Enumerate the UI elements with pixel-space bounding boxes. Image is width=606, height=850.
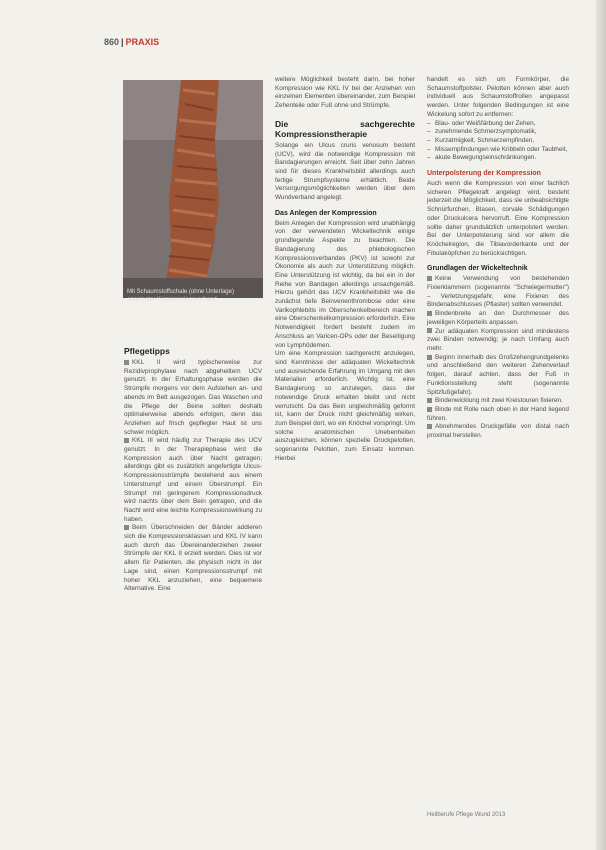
care-tips-heading: Pflegetipps: [124, 346, 170, 356]
paragraph: Solange ein Ulcus cruris venosum besteht (UCV), wird die notwendige Kompression mit Bandagierungen erreicht. Seit über zehn Jahren sind für dieses Krankheitsbild allerdings auch fertige Strumpfsysteme erhältlich. Beide Versorgungsmöglichkeiten werden über dem Wundverband angelegt.: [275, 141, 415, 202]
item-text: Bindenwicklung mit zwei Kreistouren fixieren.: [435, 397, 563, 405]
paragraph: Beim Anlegen der Kompression wird unabhängig von der verwendeten Wickeltechnik einige grundlegende Aspekte zu beachten. Die Bandagierung des phlebologischen Kompressionsverbandes (PKV) ist sowohl zur Ökonomie als auch zur Unterstützung möglich. Eine Unterstützung ist wichtig, da bei ein in der Reihe von Bandagen allerdings unsachgemäß. Hierzu gehört das UCV Krankheitsbild wie die zunächst tiefe Beinvenenthrombose oder eine Varikophlebitis im Oberschenkelbereich machen eine Oberschenkelkompression erforderlich. Eine Notwendigkeit fordert besteht zudem im Anschluss an Varicen-OPs oder der Beseitigung von Lymphödemen.: [275, 219, 415, 349]
bullet-square-icon: [427, 398, 432, 403]
subsection-heading: Das Anlegen der Kompression: [275, 209, 377, 217]
page-number: 860: [104, 37, 120, 47]
paragraph-text: Beim Überschneiden der Bänder addieren sich die Kompressionsklassen und KKL IV kann auch durch das Übereinanderziehen zweier Strümpfe der KKL II erzielt werden. Dies ist vor allem für Patienten, die physisch nicht in der Lage sind, einen Kompressionsstrumpf mit hoher KKL anzuziehen, eine bequemere Alternative. Eine: [124, 524, 262, 593]
technique-item: [427, 406, 569, 423]
warning-list: [427, 120, 569, 164]
page-header: [104, 37, 159, 47]
item-text: Keine Verwendung von bestehenden Fixierklammern (sogenannte "Schwiegermutter") – Verletzungsgefahr, eine Fixieren des Bindenabschlusses (Pflaster) sollten verwendet.: [427, 275, 569, 309]
column-3: [427, 76, 569, 441]
technique-item: [427, 397, 569, 406]
column-2: [275, 76, 415, 463]
paragraph: weitere Möglichkeit besteht darin, bei hoher Kompression wie KKL IV bei der Anziehen von einzelnen Elementen übereinander, zum Beispiel Zehenteile oder Fuß ohne und Strümpfe.: [275, 76, 415, 110]
paragraph: [124, 437, 262, 524]
list-item: – Blau- oder Weißfärbung der Zehen,: [427, 120, 569, 129]
item-text: Beginn innerhalb des Großzehengrundgelenks und anschließend den weiteren Zehenverlauf folgen, darauf achten, dass der Fuß in Funktionsstellung steht (sogenannte Spitzfußgefahr).: [427, 353, 569, 396]
page-footer: Heilberufe Pflege Wund 2013: [427, 812, 506, 818]
bullet-square-icon: [124, 360, 129, 365]
bandaged-leg-illustration: [123, 80, 263, 298]
leg-photo: [123, 80, 263, 298]
paragraph: [124, 359, 262, 437]
paragraph-text: KKL II wird typischerweise zur Rezidivprophylaxe nach abgeheiltem UCV genutzt. In der Erhaltungsphase werden die Strümpfe morgens vor dem Aufstehen an- und abends im Bett ausgezogen. Das Waschen und die Pflege der Beine sollten deshalb optimalerweise abends erfolgen, denn das Anziehen auf frisch gepflegter Haut ist uns schwer möglich.: [124, 359, 262, 436]
paragraph: Um eine Kompression sachgerecht anzulegen, sind Kenntnisse der adäquaten Wickeltechnik und ausreichende Erfahrung im Umgang mit den Materialien erforderlich. Wichtig ist, eine Bandagierung so anzulegen, dass der notwendige Druck erhalten bleibt und nicht verrutscht. Da das Bein ungleichmäßig geformt ist, kann der Druck nicht gleichmäßig wirken, zum Beispiel dort, wo ein Knöchel vorspringt. Um solche anatomischen Unebenheiten auszugleichen, können spezielle Druckpelotten, sogenannte Pelotten, zum Einsatz kommen. Hierbei: [275, 350, 415, 462]
technique-item: [427, 423, 569, 440]
item-text: Abnehmendes Druckgefälle von distal nach proximal herstellen.: [427, 423, 569, 440]
technique-item: [427, 328, 569, 354]
technique-item: [427, 354, 569, 398]
paragraph-text: KKL III wird häufig zur Therapie des UCV genutzt. In der Therapiephase wird die Kompression auch über Nacht getragen; allerdings gibt es zusätzlich angefertigte Ulcus-Kompressionsstrümpfe bestehend aus einem Unterstrumpf und einem Überstrumpf. Ein Strumpf mit geringerem Kompressionsdruck wird nachts über dem Bein getragen, und die Nacht wird eine leichte Kompressionswirkung zu haben.: [124, 437, 262, 523]
bullet-square-icon: [427, 355, 432, 360]
figure-caption: Mit Schaumstoffschale (ohne Unterlage) angelegter Kompressionsverband: [127, 289, 234, 303]
section-title: PRAXIS: [125, 37, 160, 47]
paragraph: Auch wenn die Kompression von einer fachlich sicheren Pflegekraft angelegt wird, besteht jederzeit die Möglichkeit, dass sie unbeabsichtigte Schnürfurchen, Blasen, corvale Schädigungen oder Druckulcera hervorruft. Eine Kompression sollte daher grundsätzlich unterpolstert werden. Bei der Unterpolsterung sind vor allem die Knöchelregion, die Tibiavorderkante und der Fibulaköpfchen zu berücksichtigen.: [427, 180, 569, 257]
list-item: – Kurzatmigkeit, Schmerzempfinden,: [427, 137, 569, 146]
padding-heading: Unterpolsterung der Kompression: [427, 170, 541, 178]
bullet-square-icon: [427, 311, 432, 316]
header-separator: |: [121, 37, 124, 47]
technique-item: [427, 310, 569, 327]
list-item: – Missempfindungen wie Kribbeln oder Taubheit,: [427, 146, 569, 155]
item-text: Bindenbreite an den Durchmesser des jeweiligen Körperteils anpassen.: [427, 310, 569, 326]
section-heading: Die sachgerechte Kompressionstherapie: [275, 118, 415, 139]
technique-heading: Grundlagen der Wickeltechnik: [427, 265, 528, 273]
bullet-square-icon: [124, 525, 129, 530]
paragraph: [124, 524, 262, 594]
item-text: Zur adäquaten Kompression sind mindestens zwei Binden notwendig; je nach Umfang auch mehr.: [427, 327, 569, 352]
item-text: Binde mit Rolle nach oben in der Hand liegend führen.: [427, 405, 569, 422]
bullet-square-icon: [427, 407, 432, 412]
page-gutter-shadow: [596, 0, 606, 850]
paragraph: handelt es sich um Formkörper, die Schaumstoffpolster. Pelotten können aber auch individuell aus Schaumstoffrollen angepasst werden. Unter folgenden Bedingungen ist eine Wickelung sofort zu entfernen:: [427, 76, 569, 118]
bullet-square-icon: [427, 328, 432, 333]
column-1: [124, 338, 262, 594]
list-item: – akute Bewegungseinschränkungen.: [427, 154, 569, 163]
technique-item: [427, 275, 569, 310]
bullet-square-icon: [124, 438, 129, 443]
bullet-square-icon: [427, 424, 432, 429]
list-item: – zunehmende Schmerzsymptomatik,: [427, 128, 569, 137]
bullet-square-icon: [427, 276, 432, 281]
